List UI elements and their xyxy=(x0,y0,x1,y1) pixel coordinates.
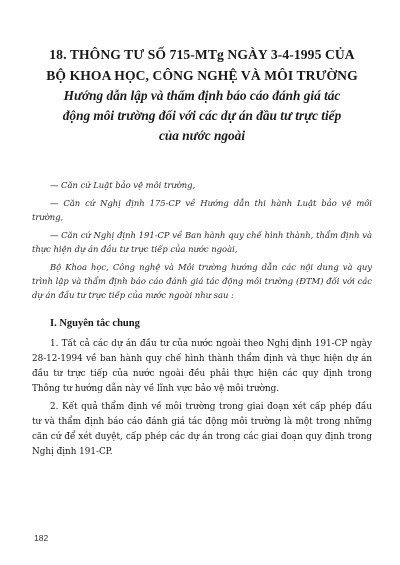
legal-basis-block xyxy=(32,178,372,302)
document-subtitle-line-2: động môi trường đối với các dự án đầu tư trực tiếp xyxy=(62,108,342,123)
document-title-line-2: BỘ KHOA HỌC, CÔNG NGHỆ VÀ MÔI TRƯỜNG xyxy=(46,68,358,83)
section-body xyxy=(32,337,372,460)
preamble-paragraph: Bộ Khoa học, Công nghệ và Môi trường hướng dẫn các nội dung và quy trình lập và thẩm định báo cáo đánh giá tác động môi trường (ĐTM) đối với các dự án đầu tư trực tiếp của nước ngoài như sau : xyxy=(32,262,372,300)
title-block xyxy=(26,44,378,146)
body-paragraph: 2. Kết quả thẩm định về môi trường trong giai đoạn xét cấp phép đầu tư và thẩm định báo cáo đánh giá tác động môi trường là một trong những căn cứ để xét duyệt, cấp phép các dự án trong các giai đoạn quy định trong Nghị định 191-CP. xyxy=(32,402,372,457)
page-number: 182 xyxy=(34,533,49,543)
document-subtitle-line-1: Hướng dẫn lập và thẩm định báo cáo đánh giá tác xyxy=(63,88,341,103)
body-paragraph: 1. Tất cả các dự án đầu tư của nước ngoài theo Nghị định 191-CP ngày 28-12-1994 về ban hành quy chế hình thành thẩm định và thực hiện dự án đầu tư trực tiếp của nước ngoài đều phải thực hiện các quy định trong Thông tư hướng dẫn này về lĩnh vực bảo vệ môi trường. xyxy=(32,339,372,394)
legal-basis-item: — Căn cứ Nghị định 175-CP về Hướng dẫn thi hành Luật bảo vệ môi trường, xyxy=(32,198,372,222)
legal-basis-item: — Căn cứ Luật bảo vệ môi trường, xyxy=(50,180,196,190)
document-title-line-1: 18. THÔNG TƯ SỐ 715-MTg NGÀY 3-4-1995 CỦA xyxy=(49,47,355,62)
section-heading: I. Nguyên tắc chung xyxy=(50,318,140,329)
document-subtitle-line-3: của nước ngoài xyxy=(158,128,246,143)
legal-basis-item: — Căn cứ Nghị định 191-CP về Ban hành quy chế hình thành, thẩm định và thực hiện dự án đầu tư trực tiếp của nước ngoài, xyxy=(32,230,372,254)
